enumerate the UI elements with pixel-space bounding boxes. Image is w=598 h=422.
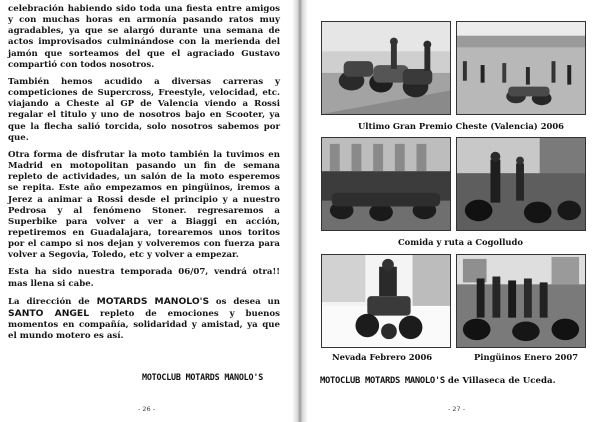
- page-number-right: - 27 -: [448, 405, 466, 413]
- paragraph-plans: Otra forma de disfrutar la moto también la tuvimos en Madrid en motopolitan pasando un fin de semana repleto de actividades, un salón de la moto esperemos se repita. Este año empezamos en pingüinos, iremos a Jerez a animar a Rossi desde el principio y a nuestro Pedrosa y al fenómeno Stoner. regresaremos a Superbike para volver a ver a Biaggi en acción, repetiremos en Guadalajara, torearemos unos toritos por el campo si nos dejan y volveremos con fuerza para volver a Segovia, Toledo, etc y volver a empezar.: [8, 149, 280, 261]
- santo-angel-highlight: SANTO ANGEL: [8, 307, 90, 319]
- left-page: [0, 0, 292, 422]
- book-gutter: [292, 0, 308, 422]
- photo-cheste-bikes: [321, 21, 451, 115]
- right-footer-location: de Villaseca de Uceda.: [444, 376, 556, 386]
- caption-pinguinos: Pingüinos Enero 2007: [474, 352, 579, 362]
- right-footer-club: MOTOCLUB MOTARDS MANOLO'S: [320, 376, 445, 386]
- right-page: [308, 0, 598, 422]
- photo-cogolludo-riders: [456, 137, 586, 231]
- paragraph-celebration: celebración habiendo sido toda una fiesta entre amigos y con muchas horas en armonía pasando ratos muy agradables, ya que se alargó durante una semana de actos improvisados culminándose con la merienda del jamón que sorteamos del que el agraciado Gustavo compartió con todos nosotros.: [8, 4, 280, 70]
- caption-nevada: Nevada Febrero 2006: [332, 352, 433, 362]
- caption-cheste: Ultimo Gran Premio Cheste (Valencia) 2006: [358, 121, 564, 131]
- paragraph-races: También hemos acudido a diversas carreras y competiciones de Supercross, Freestyle, velocidad, etc. viajando a Cheste al GP de Valencia viendo a Rossi regalar el titulo y uno de nosotros bajo en Scooter, ya que la flecha salió torcida, solo nosotros sabemos por que.: [8, 76, 280, 143]
- photo-cheste-crowd: [456, 21, 586, 115]
- paragraph-season: Esta ha sido nuestra temporada 06/07, vendrá otra!! mas llena si cabe.: [8, 267, 280, 289]
- photo-cogolludo-square: [321, 137, 451, 231]
- page-number-left: - 26 -: [138, 405, 156, 413]
- left-footer-club-name: MOTOCLUB MOTARDS MANOLO'S: [142, 372, 264, 382]
- caption-cogolludo: Comida y ruta a Cogolludo: [398, 237, 523, 247]
- article-body: [8, 4, 280, 342]
- right-footer-club-name: [320, 376, 556, 386]
- club-name-highlight: MOTARDS MANOLO'S: [96, 295, 210, 307]
- paragraph-farewell: La dirección de MOTARDS MANOLO'S os desea un SANTO ANGEL repleto de emociones y buenos momentos en compañía, solidaridad y amistad, ya que el mundo motero es así.: [8, 295, 280, 342]
- photo-pinguinos-group: [456, 254, 586, 348]
- photo-nevada-quad: [321, 254, 451, 348]
